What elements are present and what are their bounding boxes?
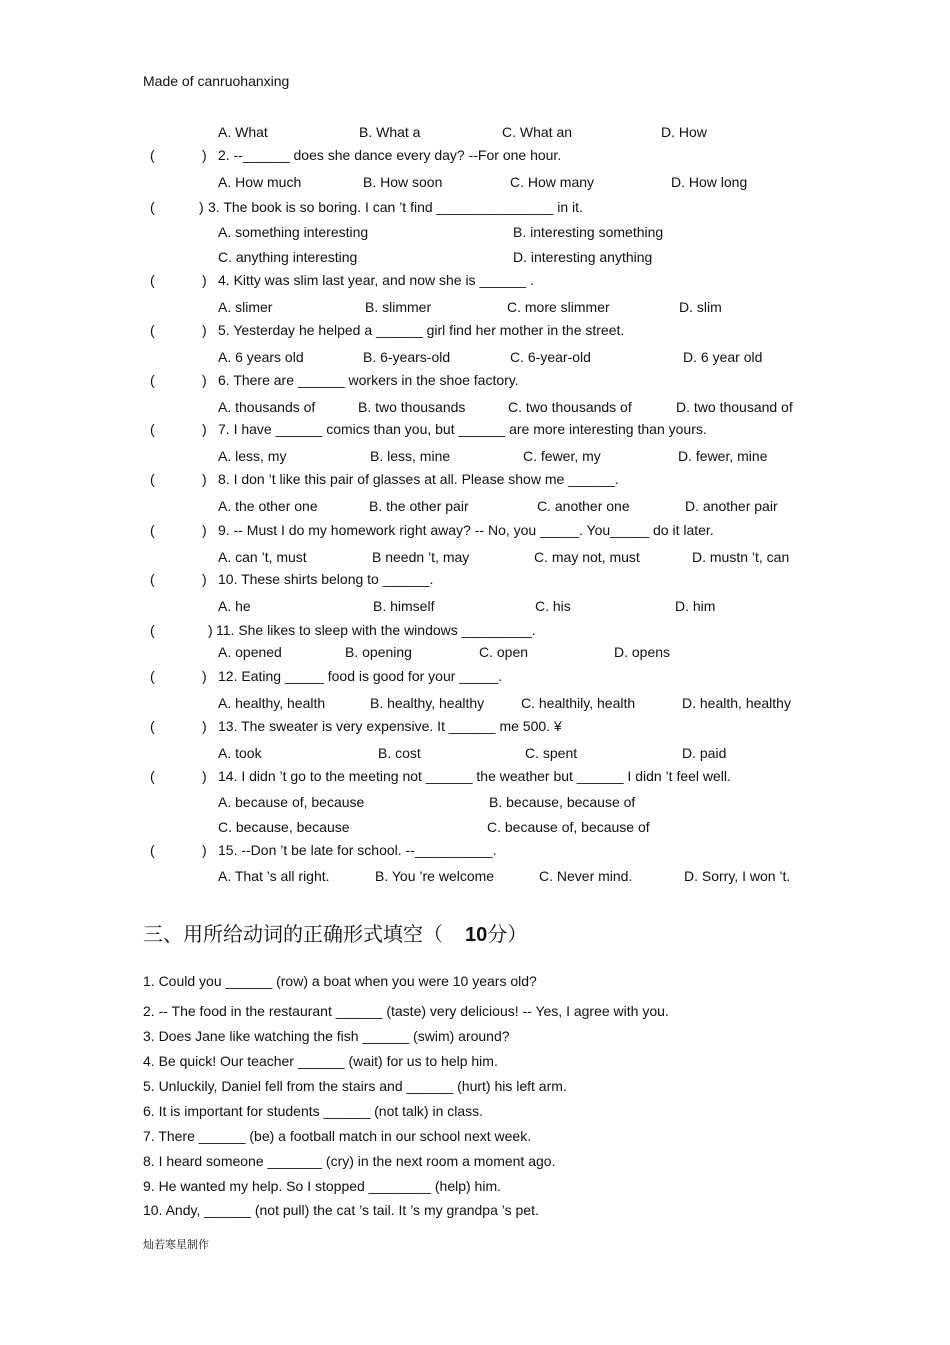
answer-paren-open: (: [150, 768, 155, 784]
answer-paren-close: ): [202, 718, 207, 734]
section-score: 10: [465, 924, 488, 946]
fill-item-3: 3. Does Jane like watching the fish ______ (swim) around?: [143, 1028, 510, 1044]
question-13: 13. The sweater is very expensive. It ______ me 500. ¥: [218, 718, 562, 734]
answer-paren-open: (: [150, 199, 155, 215]
question-4: 4. Kitty was slim last year, and now she is ______ .: [218, 272, 534, 288]
answer-paren-close: ): [202, 147, 207, 163]
fill-item-2: 2. -- The food in the restaurant ______ (taste) very delicious! -- Yes, I agree with you.: [143, 1003, 669, 1019]
option-a: A. he: [218, 598, 251, 614]
fill-item-7: 7. There ______ (be) a football match in our school next week.: [143, 1128, 532, 1144]
option-d: D. Sorry, I won ’t.: [684, 868, 791, 884]
option-c: C. because, because: [218, 819, 350, 835]
question-2: 2. --______ does she dance every day? --For one hour.: [218, 147, 562, 163]
fill-item-9: 9. He wanted my help. So I stopped ________ (help) him.: [143, 1178, 501, 1194]
answer-paren-open: (: [150, 842, 155, 858]
option-a: A. the other one: [218, 498, 318, 514]
question-14: 14. I didn ’t go to the meeting not ______ the weather but ______ I didn ’t feel well.: [218, 768, 731, 784]
option-b: B needn ’t, may: [372, 549, 470, 565]
option-c: C. How many: [510, 174, 595, 190]
answer-paren-open: (: [150, 421, 155, 437]
question-3: 3. The book is so boring. I can ’t find _______________ in it.: [208, 199, 583, 215]
option-b: B. What a: [359, 124, 421, 140]
question-7: 7. I have ______ comics than you, but ______ are more interesting than yours.: [218, 421, 707, 437]
option-d: D. paid: [682, 745, 727, 761]
option-d: D. How long: [671, 174, 748, 190]
answer-paren-close: ): [202, 372, 207, 388]
option-a: A. less, my: [218, 448, 287, 464]
option-a: A. can ’t, must: [218, 549, 307, 565]
option-b: B. interesting something: [513, 224, 664, 240]
option-a: A. because of, because: [218, 794, 365, 810]
option-c: C. fewer, my: [523, 448, 601, 464]
option-b: B. 6-years-old: [363, 349, 451, 365]
question-8: 8. I don ’t like this pair of glasses at all. Please show me ______.: [218, 471, 619, 487]
option-b: B. opening: [345, 644, 412, 660]
fill-item-5: 5. Unluckily, Daniel fell from the stairs and ______ (hurt) his left arm.: [143, 1078, 567, 1094]
answer-paren-open: (: [150, 372, 155, 388]
answer-paren-close: ): [208, 622, 213, 638]
option-c: C. 6-year-old: [510, 349, 591, 365]
answer-paren-close: ): [202, 522, 207, 538]
option-b: B. cost: [378, 745, 421, 761]
page-footer: 灿若寒星制作: [143, 1238, 209, 1251]
option-b: B. himself: [373, 598, 435, 614]
answer-paren-open: (: [150, 322, 155, 338]
answer-paren-close: ): [199, 199, 204, 215]
question-12: 12. Eating _____ food is good for your _____.: [218, 668, 503, 684]
option-c: C. his: [535, 598, 571, 614]
option-a: A. opened: [218, 644, 282, 660]
fill-item-8: 8. I heard someone _______ (cry) in the next room a moment ago.: [143, 1153, 556, 1169]
option-a: A. That ’s all right.: [218, 868, 330, 884]
option-d: D. health, healthy: [682, 695, 791, 711]
fill-item-4: 4. Be quick! Our teacher ______ (wait) for us to help him.: [143, 1053, 498, 1069]
question-11: 11. She likes to sleep with the windows _________.: [216, 622, 536, 638]
answer-paren-close: ): [202, 322, 207, 338]
option-d: C. because of, because of: [487, 819, 650, 835]
option-a: A. healthy, health: [218, 695, 326, 711]
question-6: 6. There are ______ workers in the shoe factory.: [218, 372, 519, 388]
fill-item-6: 6. It is important for students ______ (not talk) in class.: [143, 1103, 484, 1119]
question-5: 5. Yesterday he helped a ______ girl find her mother in the street.: [218, 322, 625, 338]
option-c: C. more slimmer: [507, 299, 610, 315]
option-c: C. may not, must: [534, 549, 640, 565]
answer-paren-open: (: [150, 622, 155, 638]
option-c: C. open: [479, 644, 529, 660]
option-a: A. thousands of: [218, 399, 316, 415]
option-a: A. took: [218, 745, 262, 761]
option-c: C. anything interesting: [218, 249, 358, 265]
answer-paren-close: ): [202, 571, 207, 587]
answer-paren-close: ): [202, 842, 207, 858]
option-b: B. less, mine: [370, 448, 451, 464]
option-a: A. slimer: [218, 299, 273, 315]
option-b: B. two thousands: [358, 399, 466, 415]
option-c: C. another one: [537, 498, 630, 514]
option-a: A. How much: [218, 174, 302, 190]
answer-paren-open: (: [150, 718, 155, 734]
option-c: C. spent: [525, 745, 578, 761]
option-d: D. opens: [614, 644, 671, 660]
option-b: B. because, because of: [489, 794, 636, 810]
answer-paren-open: (: [150, 471, 155, 487]
option-d: D. another pair: [685, 498, 778, 514]
question-10: 10. These shirts belong to ______.: [218, 571, 434, 587]
answer-paren-open: (: [150, 668, 155, 684]
answer-paren-close: ): [202, 272, 207, 288]
answer-paren-close: ): [202, 471, 207, 487]
option-a: A. What: [218, 124, 268, 140]
answer-paren-close: ): [202, 768, 207, 784]
section-title: [143, 921, 527, 948]
option-d: D. mustn ’t, can: [692, 549, 790, 565]
fill-item-10: 10. Andy, ______ (not pull) the cat ’s tail. It ’s my grandpa ’s pet.: [143, 1202, 539, 1218]
option-b: B. How soon: [363, 174, 443, 190]
option-c: C. What an: [502, 124, 573, 140]
answer-paren-open: (: [150, 571, 155, 587]
answer-paren-open: (: [150, 522, 155, 538]
page-header: Made of canruohanxing: [143, 73, 290, 89]
option-d: D. 6 year old: [683, 349, 763, 365]
option-d: D. him: [675, 598, 716, 614]
answer-paren-close: ): [202, 421, 207, 437]
option-b: B. healthy, healthy: [370, 695, 485, 711]
answer-paren-close: ): [202, 668, 207, 684]
option-b: B. slimmer: [365, 299, 432, 315]
option-a: A. 6 years old: [218, 349, 304, 365]
question-9: 9. -- Must I do my homework right away? -- No, you _____. You_____ do it later.: [218, 522, 714, 538]
option-d: D. interesting anything: [513, 249, 653, 265]
option-d: D. slim: [679, 299, 722, 315]
option-d: D. fewer, mine: [678, 448, 768, 464]
option-b: B. You ’re welcome: [375, 868, 495, 884]
option-a: A. something interesting: [218, 224, 369, 240]
answer-paren-open: (: [150, 272, 155, 288]
section-title-suffix: 分）: [487, 922, 528, 946]
option-c: C. Never mind.: [539, 868, 633, 884]
section-title-text: 三、用所给动词的正确形式填空（: [143, 922, 443, 946]
answer-paren-open: (: [150, 147, 155, 163]
option-c: C. healthily, health: [521, 695, 636, 711]
option-c: C. two thousands of: [508, 399, 632, 415]
option-b: B. the other pair: [369, 498, 469, 514]
fill-item-1: 1. Could you ______ (row) a boat when you were 10 years old?: [143, 973, 537, 989]
question-15: 15. --Don ’t be late for school. --__________.: [218, 842, 497, 858]
option-d: D. How: [661, 124, 707, 140]
option-d: D. two thousand of: [676, 399, 793, 415]
